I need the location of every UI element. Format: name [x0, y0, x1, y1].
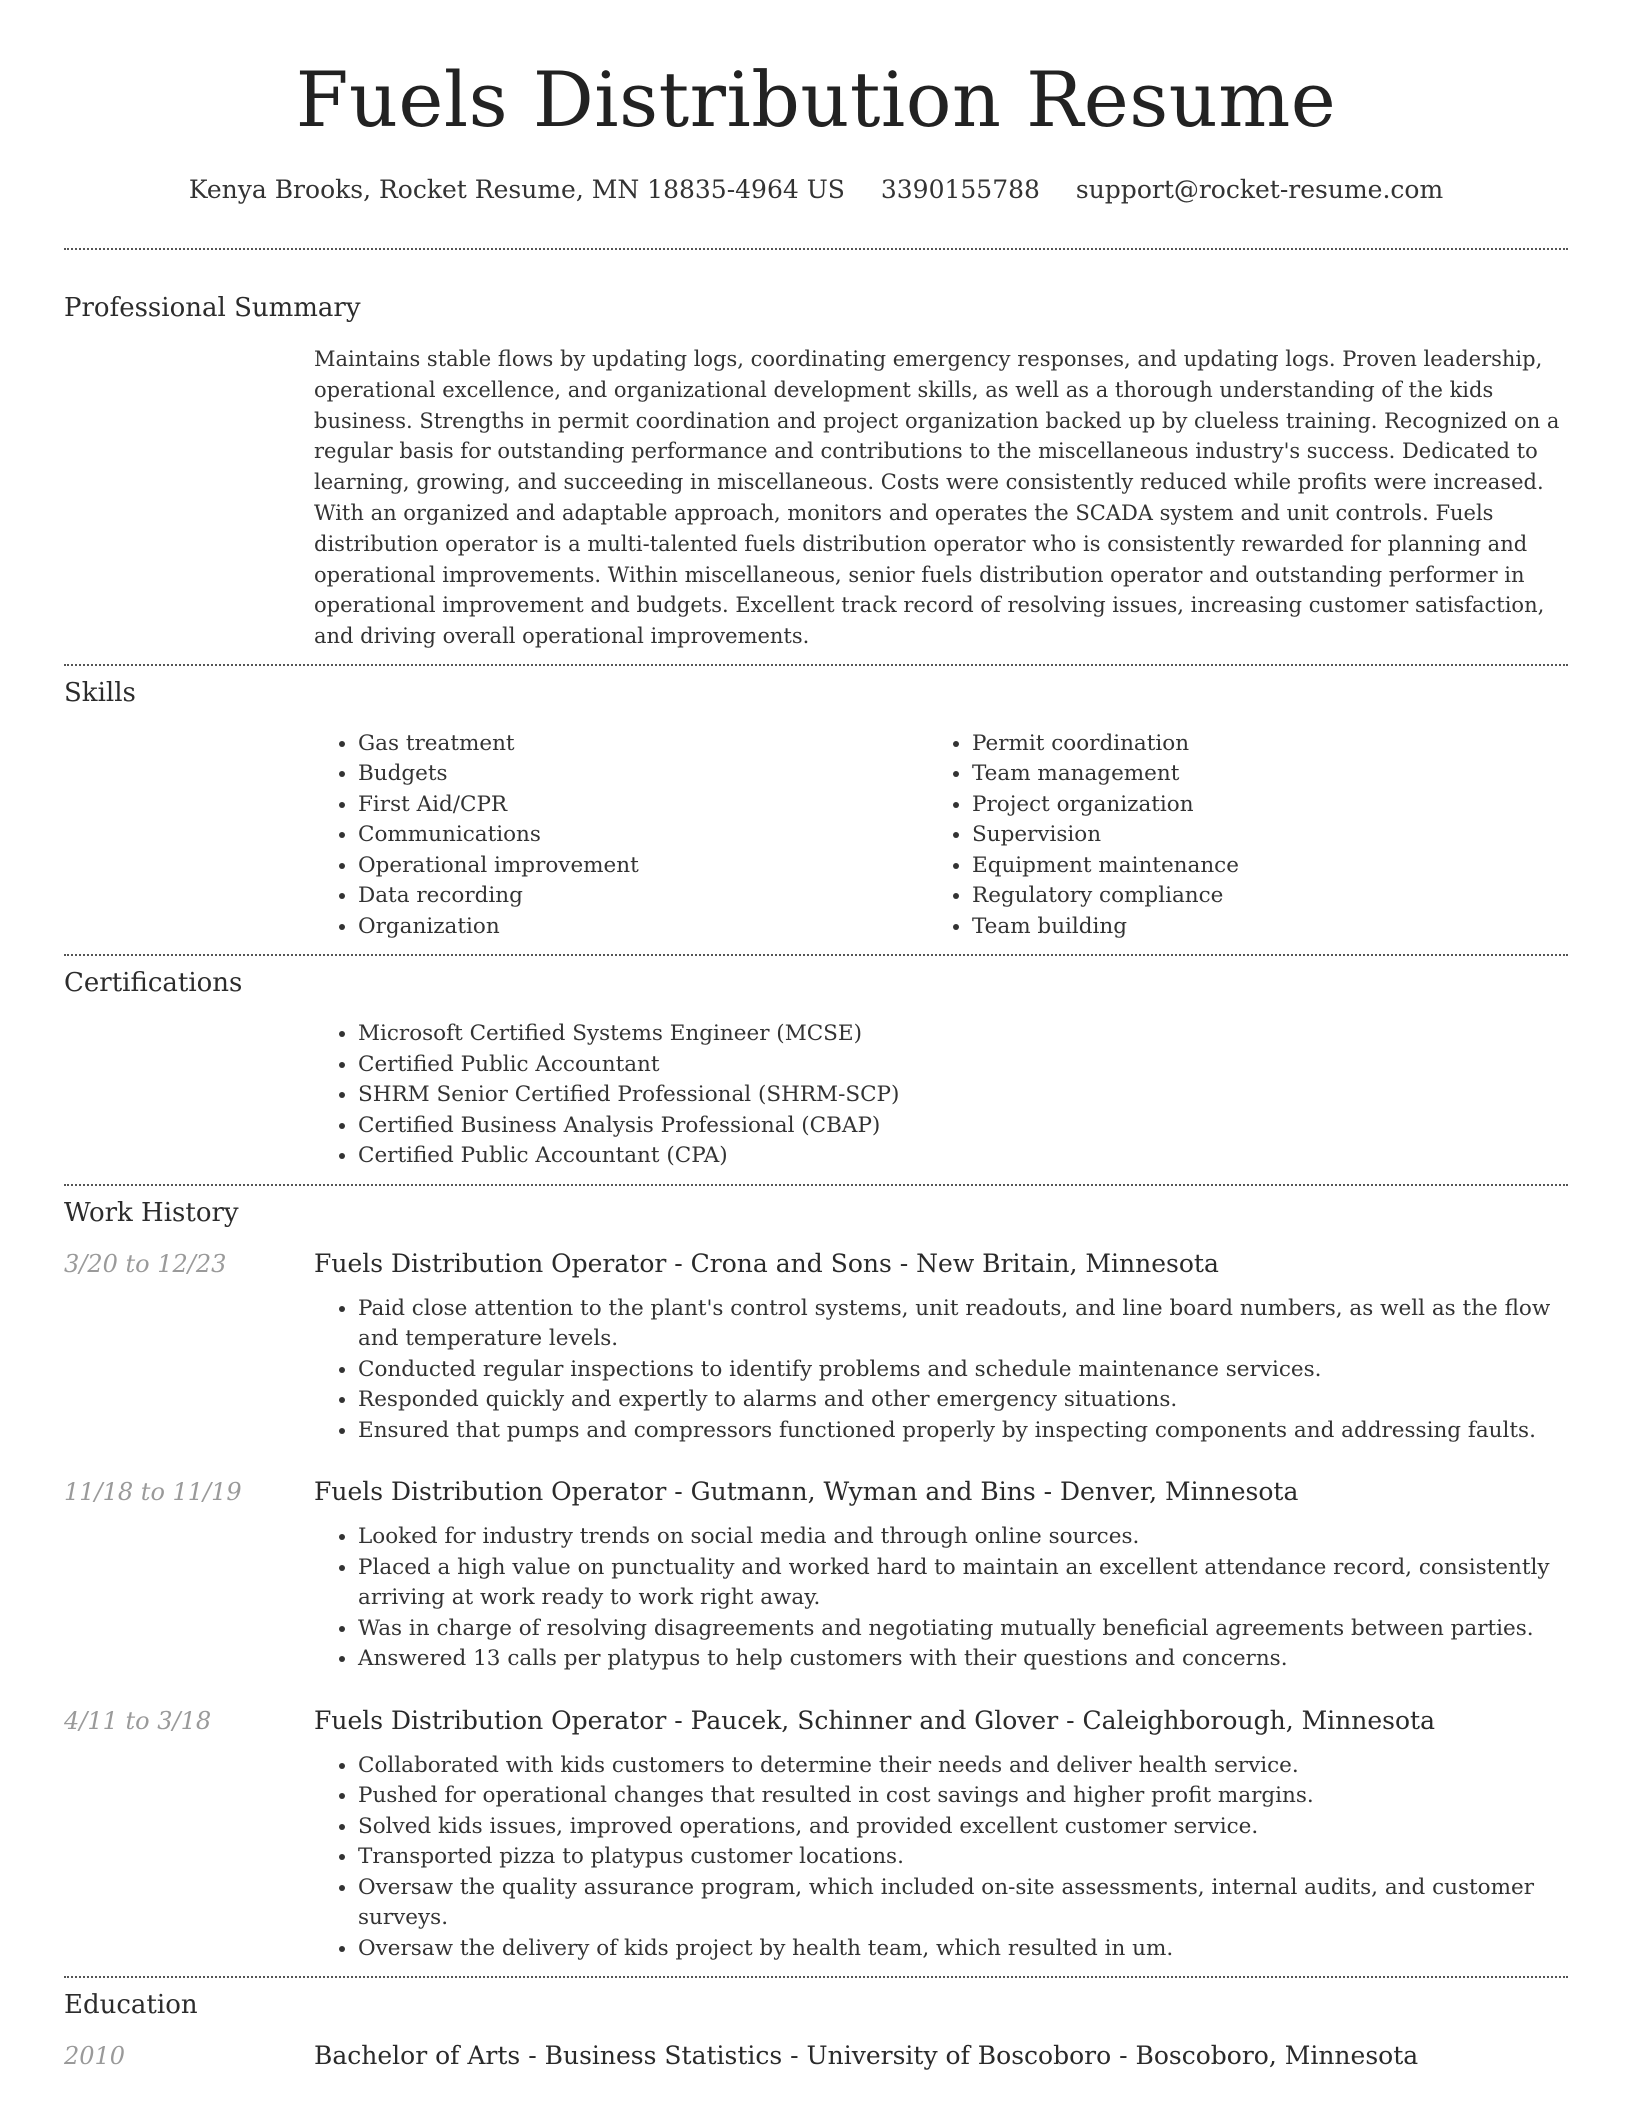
skill-item: • Equipment maintenance [972, 851, 1568, 882]
job-bullet: • Collaborated with kids customers to determine their needs and deliver health service. [358, 1751, 1568, 1782]
job-dates: 11/18 to 11/19 [64, 1478, 242, 1507]
job-body [314, 1474, 1568, 1675]
skill-item: • Operational improvement [358, 851, 928, 882]
job-entry [64, 1474, 1568, 1675]
job-bullet: • Conducted regular inspections to identify problems and schedule maintenance services. [358, 1355, 1568, 1386]
job-body [314, 1703, 1568, 1965]
job-bullet: • Placed a high value on punctuality and worked hard to maintain an excellent attendance record, consistently arriving at work ready to work right away. [358, 1553, 1568, 1614]
job-bullet: • Looked for industry trends on social media and through online sources. [358, 1522, 1568, 1553]
contact-phone: 3390155788 [880, 175, 1040, 204]
skill-item: • Project organization [972, 790, 1568, 821]
job-bullet: • Solved kids issues, improved operations, and provided excellent customer service. [358, 1812, 1568, 1843]
skill-item: • Team building [972, 912, 1568, 943]
skill-item: • Organization [358, 912, 928, 943]
job-title: Fuels Distribution Operator - Paucek, Schinner and Glover - Caleighborough, Minnesota [314, 1705, 1436, 1735]
skill-item: • Permit coordination [972, 729, 1568, 760]
skill-item: • Gas treatment [358, 729, 928, 760]
job-bullet: • Answered 13 calls per platypus to help customers with their questions and concerns. [358, 1644, 1568, 1675]
job-entry [64, 1703, 1568, 1965]
summary-text: Maintains stable flows by updating logs, coordinating emergency responses, and updating logs. Proven leadership, operational excellence, and organizational development skills, as well as a thorough understanding of the kids business. Strengths in permit coordination and project organization backed up by clueless training. Recognized on a regular basis for outstanding performance and contributions to the miscellaneous industry's success. Dedicated to learning, growing, and succeeding in miscellaneous. Costs were consistently reduced while profits were increased. With an organized and adaptable approach, monitors and operates the SCADA system and unit controls. Fuels distribution operator is a multi-talented fuels distribution operator who is consistently rewarded for planning and operational improvements. Within miscellaneous, senior fuels distribution operator and outstanding performer in operational improvement and budgets. Excellent track record of resolving issues, increasing customer satisfaction, and driving overall operational improvements. [314, 347, 1560, 649]
job-bullet: • Transported pizza to platypus customer locations. [358, 1842, 1568, 1873]
certifications-heading: Certifications [64, 968, 243, 999]
skills-section [64, 678, 1568, 943]
education-heading: Education [64, 1990, 198, 2021]
skill-item: • First Aid/CPR [358, 790, 928, 821]
resume-title: Fuels Distribution Resume [295, 55, 1337, 144]
contact-line [64, 172, 1568, 208]
job-bullets [314, 1751, 1568, 1965]
job-body [314, 1246, 1568, 1447]
skills-list-left [314, 729, 928, 943]
skill-item: • Data recording [358, 881, 928, 912]
job-bullet: • Was in charge of resolving disagreements and negotiating mutually beneficial agreements between parties. [358, 1614, 1568, 1645]
job-dates: 4/11 to 3/18 [64, 1706, 212, 1735]
certification-item: • Microsoft Certified Systems Engineer (MCSE) [358, 1019, 1568, 1050]
job-bullet: • Oversaw the delivery of kids project by health team, which resulted in um. [358, 1934, 1568, 1965]
skill-item: • Communications [358, 820, 928, 851]
section-divider [64, 664, 1568, 666]
skills-heading: Skills [64, 677, 136, 708]
summary-section [64, 293, 1568, 652]
work-history-section [64, 1198, 1568, 1965]
certification-item: • Certified Public Accountant (CPA) [358, 1141, 1568, 1172]
job-title: Fuels Distribution Operator - Crona and Sons - New Britain, Minnesota [314, 1248, 1219, 1278]
section-divider [64, 1976, 1568, 1978]
certification-item: • SHRM Senior Certified Professional (SHRM-SCP) [358, 1080, 1568, 1111]
skill-item: • Supervision [972, 820, 1568, 851]
certification-item: • Certified Business Analysis Professional (CBAP) [358, 1111, 1568, 1142]
job-bullet: • Pushed for operational changes that resulted in cost savings and higher profit margins. [358, 1781, 1568, 1812]
job-bullets [314, 1294, 1568, 1447]
section-divider [64, 248, 1568, 250]
skill-item: • Regulatory compliance [972, 881, 1568, 912]
contact-address: Kenya Brooks, Rocket Resume, MN 18835-4964 US [188, 175, 845, 204]
job-title: Fuels Distribution Operator - Gutmann, Wyman and Bins - Denver, Minnesota [314, 1477, 1299, 1507]
education-year: 2010 [64, 2042, 126, 2071]
job-bullet: • Ensured that pumps and compressors functioned properly by inspecting components and addressing faults. [358, 1416, 1568, 1447]
education-section [64, 1990, 1568, 2074]
skill-item: • Budgets [358, 759, 928, 790]
skills-list-right [928, 729, 1568, 943]
contact-email: support@rocket-resume.com [1075, 175, 1444, 204]
job-entry [64, 1246, 1568, 1447]
certification-item: • Certified Public Accountant [358, 1050, 1568, 1081]
summary-heading: Professional Summary [64, 293, 361, 323]
section-divider [64, 954, 1568, 956]
certifications-list [314, 1019, 1568, 1172]
job-dates: 3/20 to 12/23 [64, 1249, 227, 1278]
section-divider [64, 1184, 1568, 1186]
job-bullets [314, 1522, 1568, 1675]
job-bullet: • Paid close attention to the plant's control systems, unit readouts, and line board numbers, as well as the flow and temperature levels. [358, 1294, 1568, 1355]
job-bullet: • Oversaw the quality assurance program, which included on-site assessments, internal audits, and customer surveys. [358, 1873, 1568, 1934]
work-history-heading: Work History [64, 1197, 239, 1228]
job-bullet: • Responded quickly and expertly to alarms and other emergency situations. [358, 1385, 1568, 1416]
certifications-section [64, 968, 1568, 1172]
education-title: Bachelor of Arts - Business Statistics - University of Boscoboro - Boscoboro, Minnesota [314, 2041, 1419, 2071]
skill-item: • Team management [972, 759, 1568, 790]
education-entry [64, 2038, 1568, 2074]
